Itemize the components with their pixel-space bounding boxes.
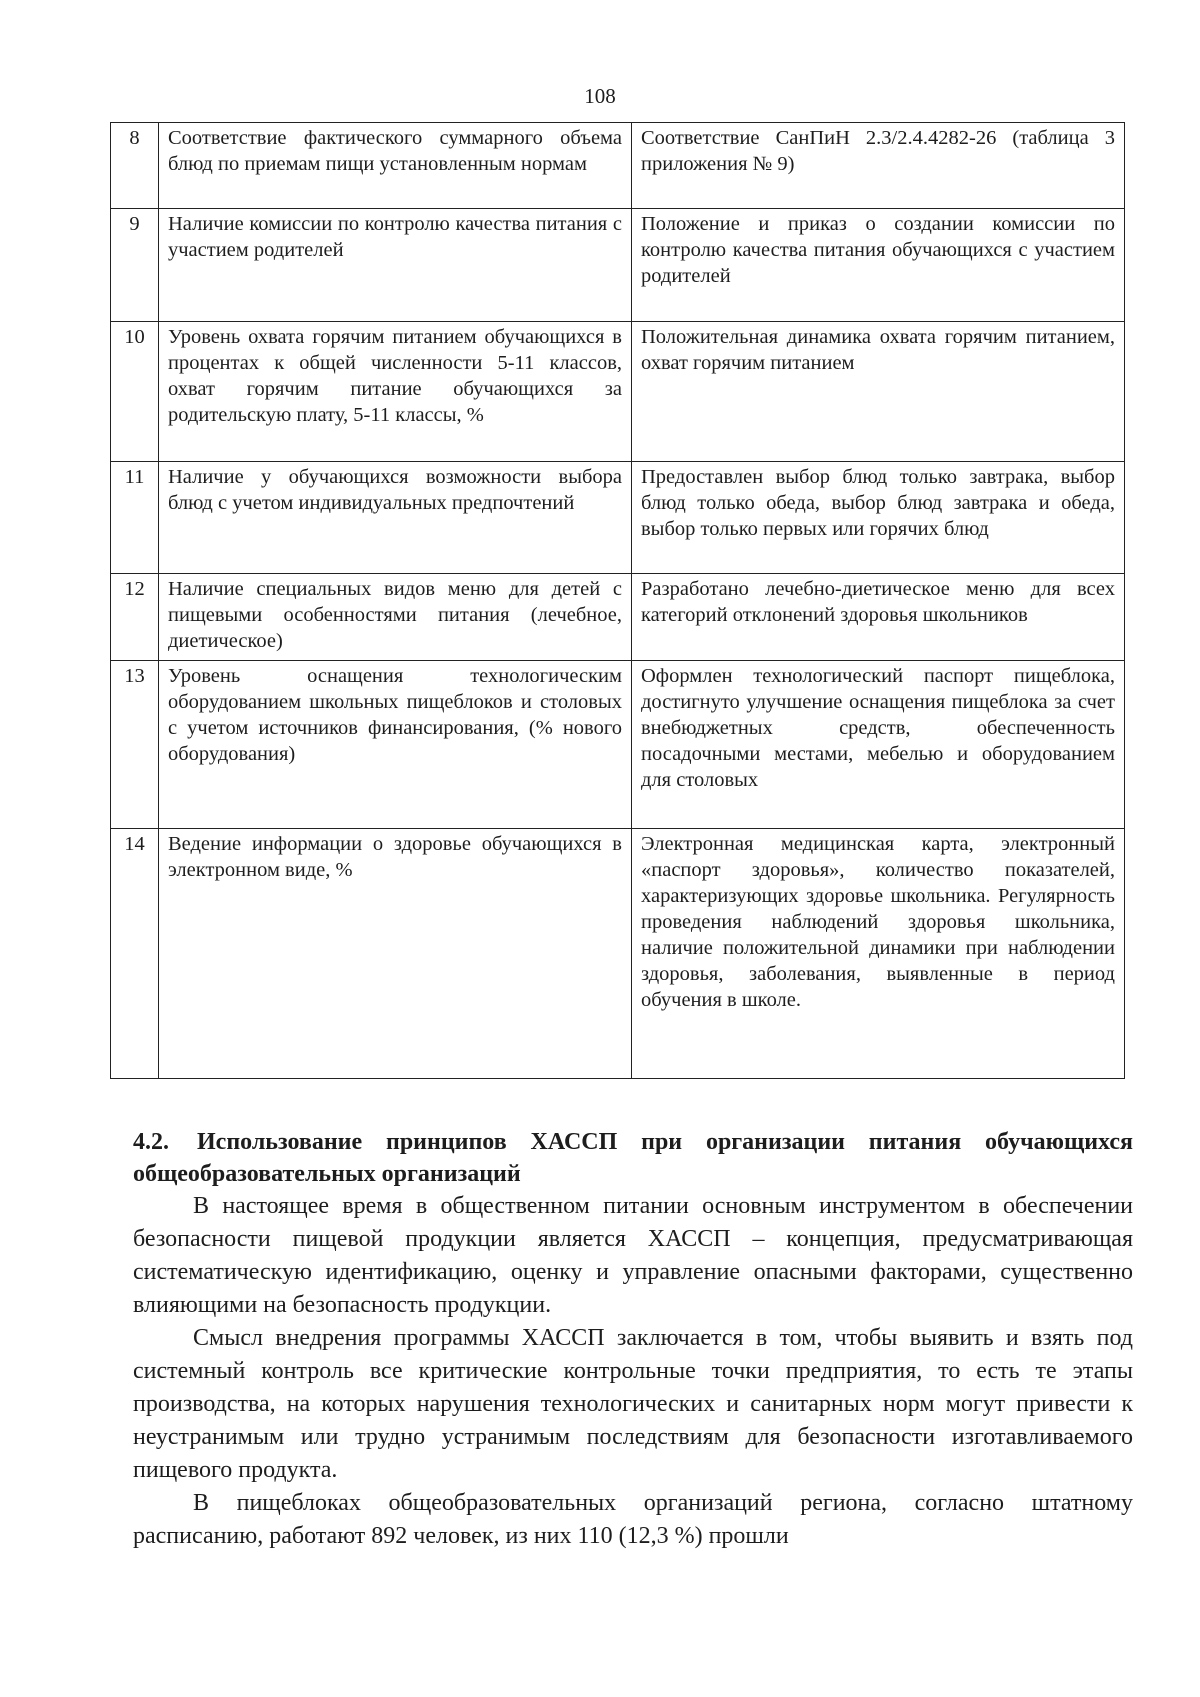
table-row xyxy=(111,829,1125,1079)
table-row xyxy=(111,322,1125,462)
document-cell: Положение и приказ о создании комиссии по контролю качества питания обучающихся с участием родителей xyxy=(632,209,1125,322)
document-cell: Предоставлен выбор блюд только завтрака, выбор блюд только обеда, выбор блюд завтрака и обеда, выбор только первых или горячих блюд xyxy=(632,462,1125,574)
row-number: 13 xyxy=(111,661,159,829)
table-row xyxy=(111,574,1125,661)
table-row xyxy=(111,209,1125,322)
table-row xyxy=(111,661,1125,829)
section-4-2 xyxy=(133,1126,1133,1553)
document-cell: Положительная динамика охвата горячим питанием, охват горячим питанием xyxy=(632,322,1125,462)
row-number: 8 xyxy=(111,123,159,209)
criterion-cell: Наличие комиссии по контролю качества питания с участием родителей xyxy=(159,209,632,322)
document-cell: Соответствие СанПиН 2.3/2.4.4282-26 (таблица 3 приложения № 9) xyxy=(632,123,1125,209)
row-number: 14 xyxy=(111,829,159,1079)
criterion-cell: Уровень оснащения технологическим оборудованием школьных пищеблоков и столовых с учетом источников финансирования, (% нового оборудования) xyxy=(159,661,632,829)
section-title: Использование принципов ХАССП при организации питания обучающихся общеобразовательных организаций xyxy=(133,1129,1133,1187)
body-paragraph: Смысл внедрения программы ХАССП заключается в том, чтобы выявить и взять под системный контроль все критические контрольные точки предприятия, то есть те этапы производства, на которых нарушения технологических и санитарных норм могут привести к неустранимым или трудно устранимым последствиям для безопасности изготавливаемого пищевого продукта. xyxy=(133,1325,1133,1483)
body-paragraph: В настоящее время в общественном питании основным инструментом в обеспечении безопасности пищевой продукции является ХАССП – концепция, предусматривающая систематическую идентификацию, оценку и управление опасными факторами, существенно влияющими на безопасность продукции. xyxy=(133,1193,1133,1318)
table-row xyxy=(111,123,1125,209)
criterion-cell: Уровень охвата горячим питанием обучающихся в процентах к общей численности 5-11 классов, охват горячим питание обучающихся за родительскую плату, 5-11 классы, % xyxy=(159,322,632,462)
row-number: 12 xyxy=(111,574,159,661)
criterion-cell: Наличие у обучающихся возможности выбора блюд с учетом индивидуальных предпочтений xyxy=(159,462,632,574)
body-paragraph: В пищеблоках общеобразовательных организаций региона, согласно штатному расписанию, работают 892 человек, из них 110 (12,3 %) прошли xyxy=(133,1490,1133,1549)
document-cell: Оформлен технологический паспорт пищеблока, достигнуто улучшение оснащения пищеблока за счет внебюджетных средств, обеспеченность посадочными местами, мебелью и оборудованием для столовых xyxy=(632,661,1125,829)
row-number: 9 xyxy=(111,209,159,322)
document-cell: Электронная медицинская карта, электронный «паспорт здоровья», количество показателей, характеризующих здоровье школьника. Регулярность проведения наблюдений здоровья школьника, наличие положительной динамики при наблюдении здоровья, заболевания, выявленные в период обучения в школе. xyxy=(632,829,1125,1079)
criterion-cell: Соответствие фактического суммарного объема блюд по приемам пищи установленным нормам xyxy=(159,123,632,209)
criterion-cell: Ведение информации о здоровье обучающихся в электронном виде, % xyxy=(159,829,632,1079)
table-row xyxy=(111,462,1125,574)
section-number: 4.2. xyxy=(133,1129,169,1155)
row-number: 10 xyxy=(111,322,159,462)
row-number: 11 xyxy=(111,462,159,574)
criteria-table xyxy=(110,122,1125,1079)
document-cell: Разработано лечебно-диетическое меню для всех категорий отклонений здоровья школьников xyxy=(632,574,1125,661)
section-heading xyxy=(133,1126,1133,1190)
page-number: 108 xyxy=(584,84,616,108)
criterion-cell: Наличие специальных видов меню для детей с пищевыми особенностями питания (лечебное, диетическое) xyxy=(159,574,632,661)
